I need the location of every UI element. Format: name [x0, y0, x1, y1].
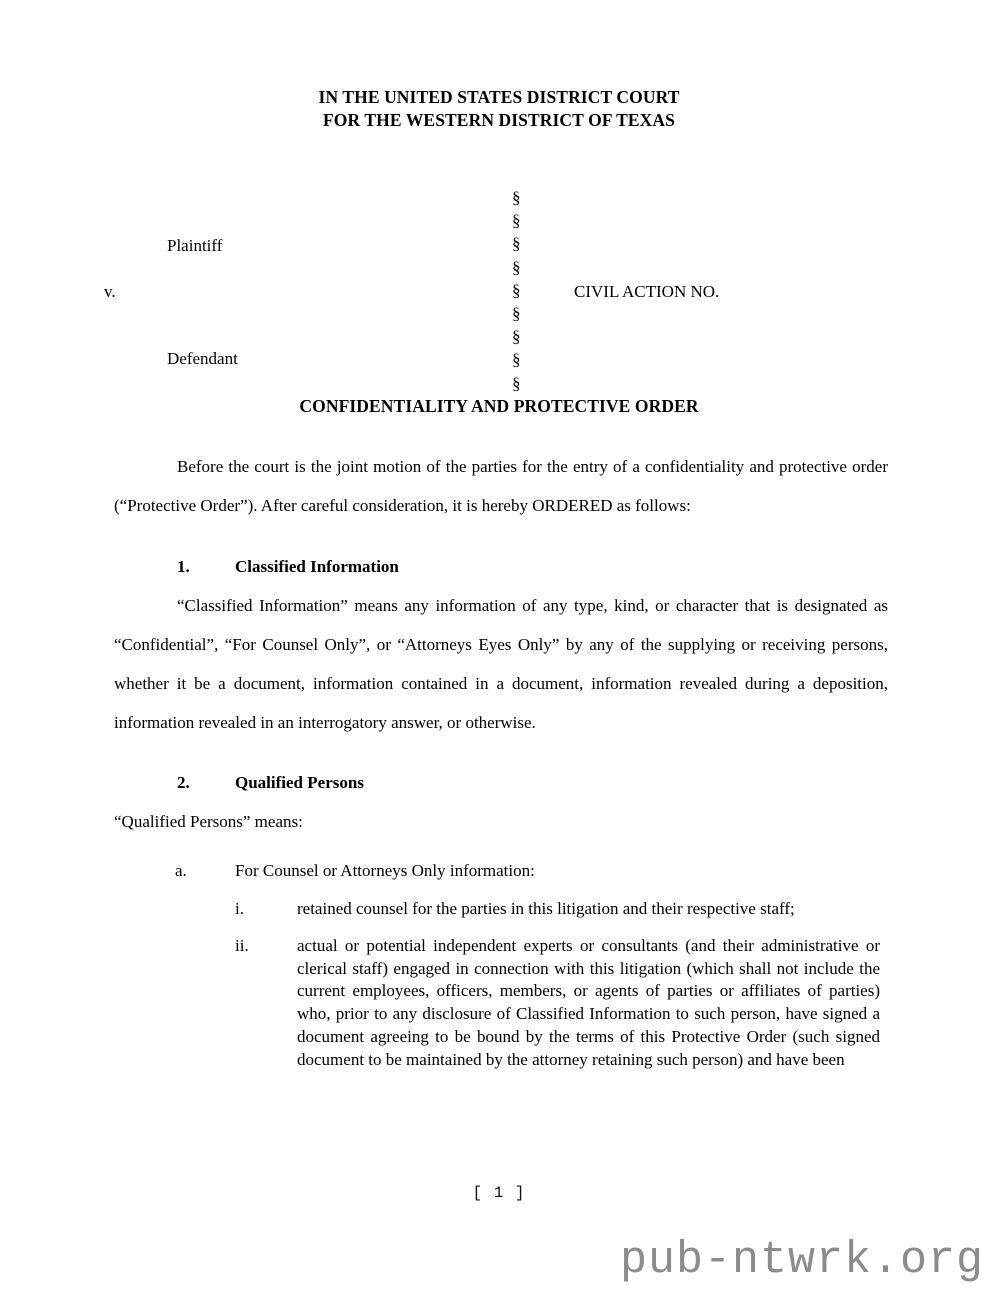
section-symbol: §: [512, 234, 521, 254]
list-item-a-marker: a.: [175, 861, 187, 880]
section-symbol-column: [512, 186, 536, 395]
civil-action-number-label: CIVIL ACTION NO.: [574, 282, 720, 301]
court-header: [0, 86, 998, 132]
section-1-label: Classified Information: [235, 557, 399, 576]
watermark: pub-ntwrk.org: [619, 1235, 984, 1286]
section-symbol: §: [512, 304, 521, 324]
court-header-line-2: FOR THE WESTERN DISTRICT OF TEXAS: [323, 110, 675, 130]
section-2-paragraph: “Qualified Persons” means:: [114, 812, 303, 831]
list-item-ii-text: actual or potential independent experts or consultants (and their administrative or clerical staff) engaged in connection with this litigation (which shall not include the current employees, officers, members, or agents of parties or affiliates of parties) who, prior to any disclosure of Classified Information to such person, have signed a document agreeing to be bound by the terms of this Protective Order (such signed document to be maintained by the attorney retaining such person) and have been: [297, 935, 880, 1069]
list-item-ii-marker: ii.: [235, 935, 249, 955]
list-item-i-marker: i.: [235, 899, 244, 918]
list-item-ii: [114, 935, 888, 1072]
case-caption-block: [0, 186, 998, 393]
section-symbol: §: [512, 373, 521, 393]
page-number: [ 1 ]: [472, 1184, 526, 1202]
document-title: CONFIDENTIALITY AND PROTECTIVE ORDER: [299, 396, 699, 416]
section-2-number: 2.: [177, 773, 190, 792]
list-item-i: [114, 898, 888, 921]
section-2-heading: [114, 763, 888, 802]
section-symbol: §: [512, 188, 521, 207]
section-1-heading: [114, 547, 888, 586]
court-header-line-1: IN THE UNITED STATES DISTRICT COURT: [318, 87, 680, 107]
section-symbol: §: [512, 350, 521, 370]
section-1-paragraph: “Classified Information” means any information of any type, kind, or character that is designated as “Confidential”, “For Counsel Only”, or “Attorneys Eyes Only” by any of the supplying or receiving persons, whether it be a document, information contained in a document, information revealed during a deposition, information revealed in an interrogatory answer, or otherwise.: [114, 596, 888, 732]
section-1-number: 1.: [177, 557, 190, 576]
intro-paragraph: Before the court is the joint motion of the parties for the entry of a confidentiality and protective order (“Protective Order”). After careful consideration, it is hereby ORDERED as follows:: [114, 457, 888, 515]
section-symbol: §: [512, 211, 521, 231]
list-item-i-text: retained counsel for the parties in this litigation and their respective staff;: [297, 899, 795, 918]
plaintiff-label: Plaintiff: [167, 236, 223, 255]
section-2-label: Qualified Persons: [235, 773, 364, 792]
section-symbol: §: [512, 257, 521, 277]
document-body: [114, 447, 888, 1086]
section-symbol: §: [512, 327, 521, 347]
defendant-label: Defendant: [167, 349, 238, 368]
list-item-a-text: For Counsel or Attorneys Only information:: [235, 861, 535, 880]
versus-label: v.: [104, 282, 116, 301]
sublist-roman: [114, 898, 888, 1072]
section-symbol: §: [512, 280, 521, 300]
list-item-a: [114, 851, 888, 890]
